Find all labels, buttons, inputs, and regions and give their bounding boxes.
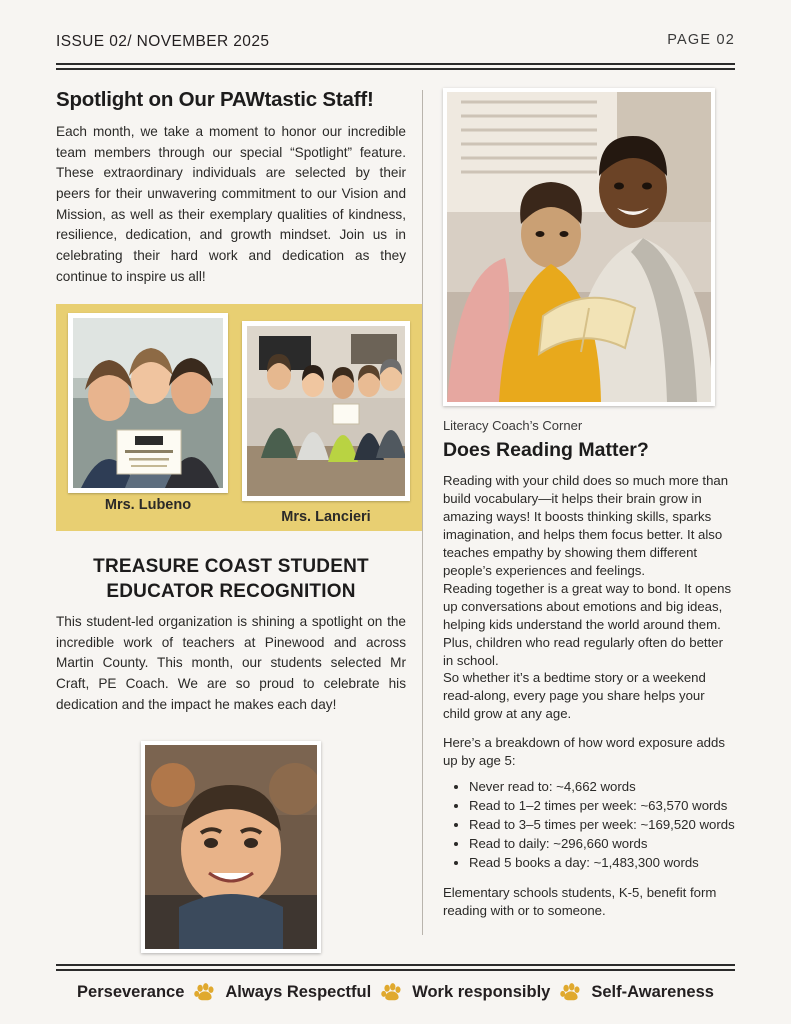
list-item: • Read to 1–2 times per week: ~63,570 words	[469, 797, 735, 815]
reading-paragraph-5: Elementary schools students, K-5, benefit form reading with or to someone.	[442, 885, 717, 918]
footer-divider	[56, 964, 735, 971]
spotlight-title: Spotlight on Our PAWtastic Staff!	[56, 88, 374, 111]
spacer	[443, 873, 735, 884]
staff-photo-1-image	[73, 318, 223, 488]
reading-hero-image	[447, 92, 711, 402]
reading-paragraph-1: Reading with your child does so much more than build vocabulary—it helps their brain grow in amazing ways! It boosts thinking skills, sparks imagination, and helps them focus better. It also teaches empathy by showing them different people’s experiences and feelings.	[442, 473, 729, 578]
coach-portrait	[141, 741, 321, 953]
portrait-wrapper	[56, 741, 406, 953]
header-divider	[56, 63, 735, 70]
school-values-row	[56, 983, 735, 1002]
page-footer	[56, 964, 735, 1002]
page-header	[56, 0, 735, 51]
paw-icon	[560, 983, 581, 1002]
list-item: • Never read to: ~4,662 words	[469, 778, 735, 796]
list-item: • Read 5 books a day: ~1,483,300 words	[469, 854, 735, 872]
spacer	[443, 723, 735, 734]
page-number: PAGE 02	[667, 32, 735, 48]
reading-hero-photo	[443, 88, 715, 406]
staff-photo-2	[242, 321, 410, 501]
list-item: • Read to 3–5 times per week: ~169,520 words	[469, 816, 735, 834]
left-column	[56, 88, 422, 948]
staff-photo-2-caption: Mrs. Lancieri	[281, 509, 371, 526]
literacy-coach-label: Literacy Coach’s Corner	[442, 418, 583, 433]
paw-icon	[381, 983, 402, 1002]
coach-portrait-image	[145, 745, 317, 949]
list-item: • Read to daily: ~296,660 words	[469, 835, 735, 853]
value-work-responsibly: Work responsibly	[412, 983, 551, 1001]
content-columns	[56, 88, 735, 948]
reading-paragraph-4: Here’s a breakdown of how word exposure adds up by age 5:	[442, 735, 725, 769]
reading-paragraph-3: So whether it’s a bedtime story or a weekend read-along, every page you share helps your child grow at any age.	[442, 670, 706, 722]
recognition-title: TREASURE COAST STUDENT EDUCATOR RECOGNITION	[93, 556, 369, 602]
staff-photo-band	[56, 304, 422, 531]
recognition-body: This student-led organization is shining a spotlight on the incredible work of teachers at Pinewood and across Martin County. This month, our students selected Mr Craft, PE Coach. We are so proud to celebrate his dedication and the impact he makes each day!	[56, 613, 406, 712]
staff-photo-1	[68, 313, 228, 493]
value-always-respectful: Always Respectful	[225, 983, 372, 1001]
reading-paragraph-2: Reading together is a great way to bond. It opens up conversations about emotions and big ideas, helping kids understand the world around them. Plus, children who read regularly often do better in school.	[442, 580, 732, 668]
issue-label: ISSUE 02/ NOVEMBER 2025	[56, 33, 270, 50]
paw-icon	[194, 983, 215, 1002]
word-exposure-list	[443, 778, 735, 872]
reading-matter-title: Does Reading Matter?	[442, 439, 649, 461]
staff-photo-1-caption: Mrs. Lubeno	[104, 497, 192, 514]
value-perseverance: Perseverance	[77, 983, 185, 1001]
spotlight-body: Each month, we take a moment to honor our incredible team members through our special “Spotlight” feature. These extraordinary individuals are selected by their peers for their unwavering commitment to our Vision and Mission, as well as their exemplary qualities of kindness, resilience, dedication, and growth mindset. Join us in celebrating their hard work and dedication as they continue to inspire us all!	[56, 124, 406, 284]
value-self-awareness: Self-Awareness	[591, 983, 714, 1001]
staff-photo-2-image	[247, 326, 405, 496]
right-column	[423, 88, 735, 948]
